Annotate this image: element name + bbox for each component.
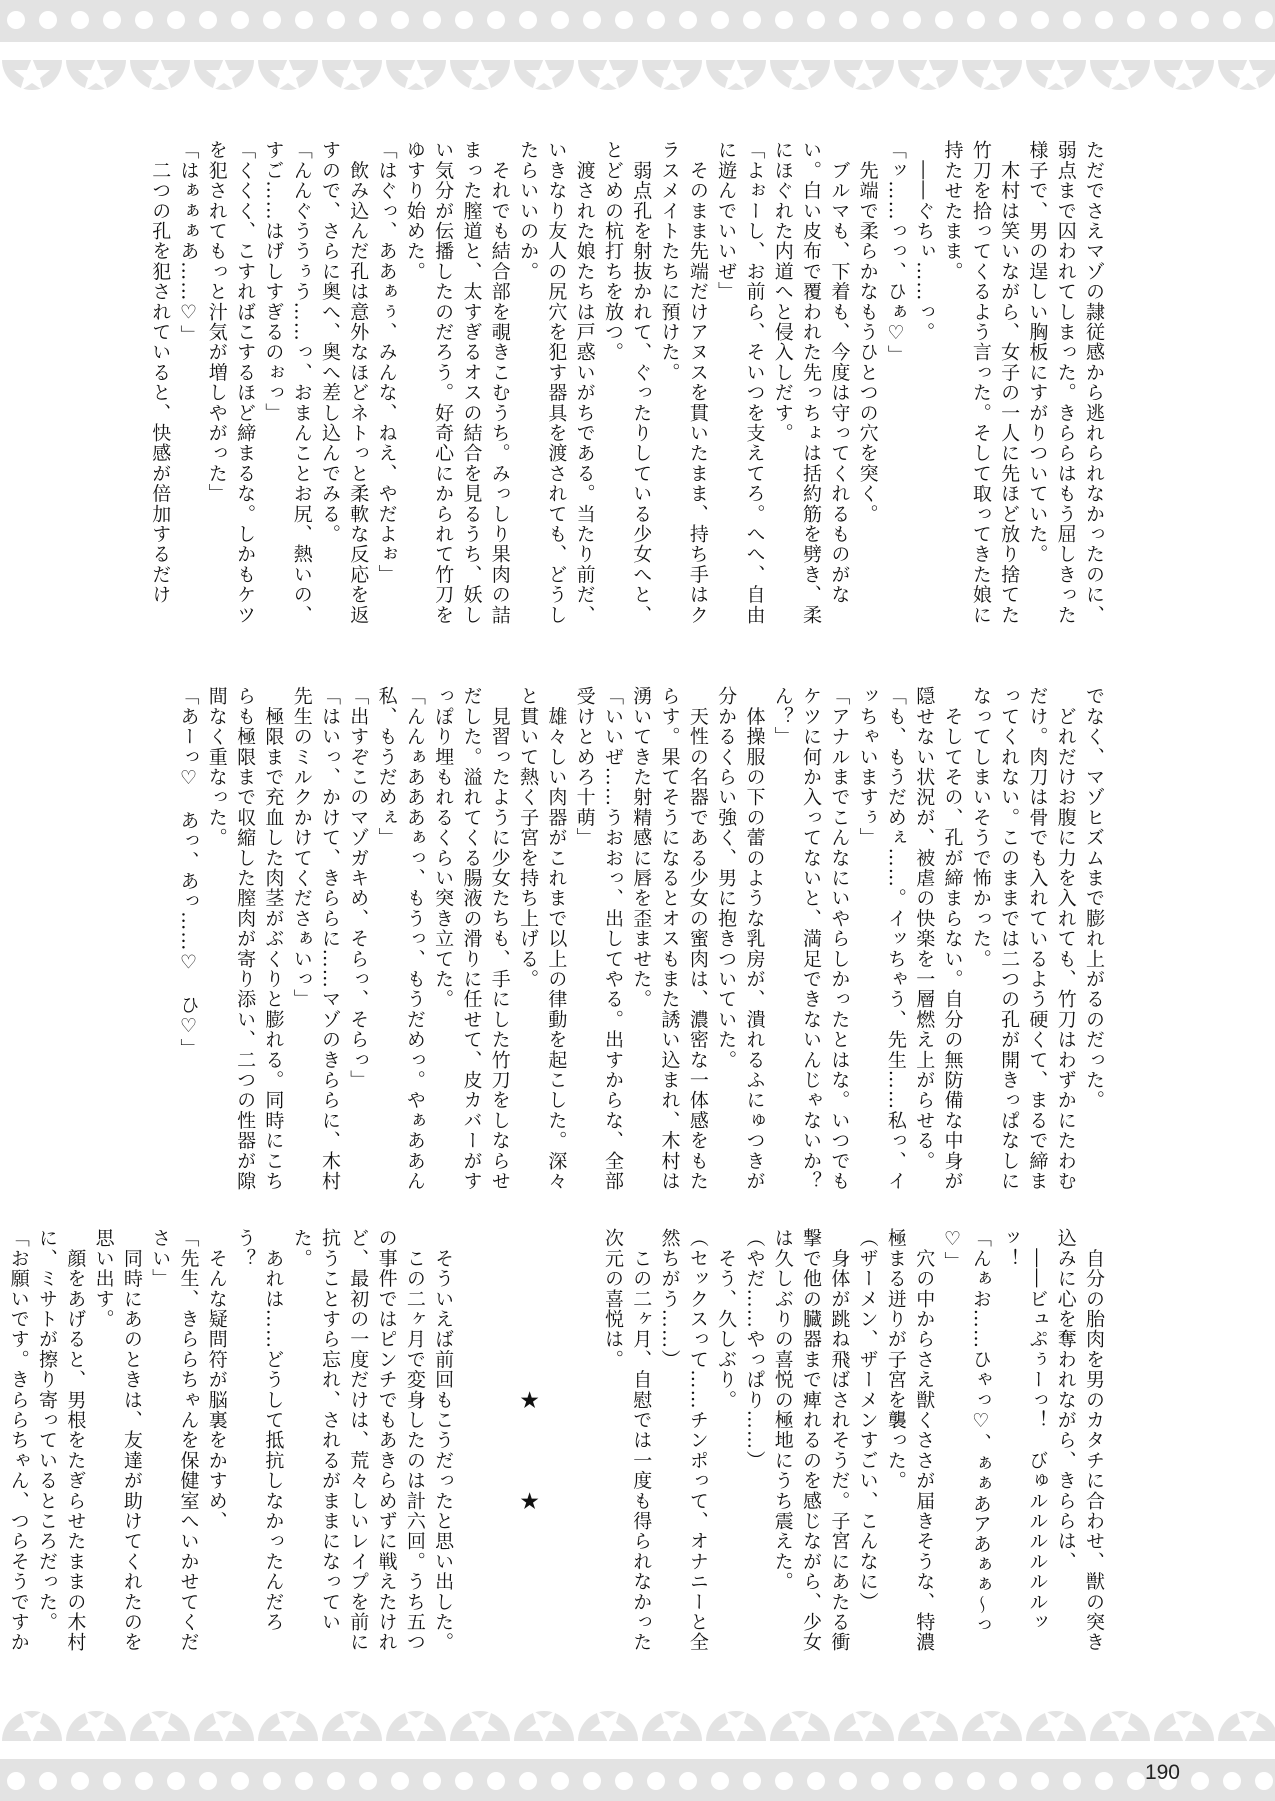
top-lace-border xyxy=(0,0,1275,118)
text-block-middle: でなく、マゾヒズムまで膨れ上がるのだった。 どれだけお腹に力を入れても、竹刀はわずかにたわむだけ。肉刀は骨でも入れているよう硬くて、まるで締まってくれない。このままでは二つの孔が開きっぱなしになってしまいそうで怖かった。 そしてその、孔が締まらない。自分の無防備な中身が隠せない状況が、被虐の快楽を一層燃え上がらせる。 「も、もうだめぇ……。イッちゃう、先生……私っ、イッちゃいますぅ」 「アナルまでこんなにいやらしかったとはな。いつでもケツに何か入ってないと、満足できないんじゃないか？ ん？」 体操服の下の蕾のような乳房が、潰れるふにゅつきが分かるくらい強く、男に抱きついていた。 天性の名器である少女の蜜肉は、濃密な一体感をもたらす。果てそうになるとオスもまた誘い込まれ、木村は湧いてきた射精感に唇を歪ませた。 「いいぜ……うおおっ、出してやる。出すからな、全部受けとめろ十萌」 雄々しい肉器がこれまで以上の律動を起こした。深々と貫いて熱く子宮を持ち上げる。 見習ったように少女たちも、手にした竹刀をしならせだした。溢れてくる腸液の滑りに任せて、皮カバーがすっぽり埋もれるくらい突き立てた。 「んんぁあああぁっ、もうっ、もうだめっ。やぁああん私、もうだめぇ」 「出すぞこのマゾガキめ、そらっ、そらっ」 「はいっ、かけて、きららに……マゾのきららに、木村先生のミルクかけてくださぁいっ」 極限まで充血した肉茎がぶくりと膨れる。同時にこちらも極限まで収縮した膣肉が寄り添い、二つの性器が隙間なく重なった。 「あーっ♡ あっ、あっ……♡ ひ♡」 xyxy=(177,686,1105,1191)
text-block-upper: ただでさえマゾの隷従感から逃れられなかったのに、弱点まで囚われてしまった。きららはもう屈しきった様子で、男の逞しい胸板にすがりついていた。 木村は笑いながら、女子の一人に先ほど放り捨てた竹刀を拾ってくるよう言った。そして取ってきた娘に持たせたまま。 ――ぐちぃ……っ。 「ッ……っっ、ひぁ♡」 先端で柔らかなもうひとつの穴を突く。 ブルマも、下着も、今度は守ってくれるものがない。白い皮布で覆われた先っちょは括約筋を劈き、柔にほぐれた内道へと侵入しだす。 「よぉーし、お前ら、そいつを支えてろ。へへ、自由に遊んでいいぜ」 そのまま先端だけアヌスを貫いたまま、持ち手はクラスメイトたちに預けた。 弱点孔を射抜かれて、ぐったりしている少女へと、とどめの杭打ちを放つ。 渡された娘たちは戸惑いがちである。当たり前だ、いきなり友人の尻穴を犯す器具を渡されても、どうしたらいいのか。 それでも結合部を覗きこむうち。みっしり果肉の詰まった膣道と、太すぎるオスの結合を見るうち、妖しい気分が伝播したのだろう。好奇心にかられて竹刀をゆすり始めた。 「はぐっ、ああぁぅ、みんな、ねえ、やだよぉ」 飲み込んだ孔は意外なほどネトっと柔軟な反応を返すので、さらに奥へ、奥へ差し込んでみる。 「んんぐううぅう……っ、おまんことお尻、熱いの、すご……はげしすぎるのぉっ」 「くくく、こすればこするほど締まるな。しかもケツを犯されてもっと汁気が増しやがった」 「はぁぁぁあ……♡」 二つの孔を犯されていると、快感が倍加するだけ xyxy=(149,140,1105,625)
text-block-lower: 自分の胎肉を男のカタチに合わせ、獣の突き込みに心を奪われながら、きららは、 ――ビュぷぅーっ！ びゅルルルルルルッッ！ 「んぁお……ひゃっ♡、ぁぁあアあぁぁ～っ♡」 穴の中からさえ獣くささが届きそうな、特濃極まる迸りが子宮を襲った。 （ザーメン、ザーメンすごい、こんなに） 身体が跳ね飛ばされそうだ。子宮にあたる衝撃で他の臓器まで痺れるのを感じながら、少女は久しぶりの喜悦の極地にうち震えた。 （やだ……やっぱり……） そう、久しぶり。 （セックスって……チンポって、オナニーと全然ちがう……） この二ヶ月、自慰では一度も得られなかった次元の喜悦は。 ★ ★ そういえば前回もこうだったと思い出した。 この二ヶ月で変身したのは計六回。うち五つの事件ではピンチでもあきらめずに戦えたけれど、最初の一度だけは、荒々しいレイプを前に抗うことすら忘れ、されるがままになっていた。 あれは……どうして抵抗しなかったんだろう？ そんな疑問符が脳裏をかすめ、 「先生、きららちゃんを保健室へいかせてください」 同時にあのときは、友達が助けてくれたのを思い出す。 顔をあげると、男根をたぎらせたままの木村に、ミサトが擦り寄っているところだった。 「お願いです。きららちゃん、つらそうですか xyxy=(7,1228,1105,1653)
bottom-lace-border xyxy=(0,1683,1275,1801)
page-number: 190 xyxy=(1144,1761,1180,1784)
